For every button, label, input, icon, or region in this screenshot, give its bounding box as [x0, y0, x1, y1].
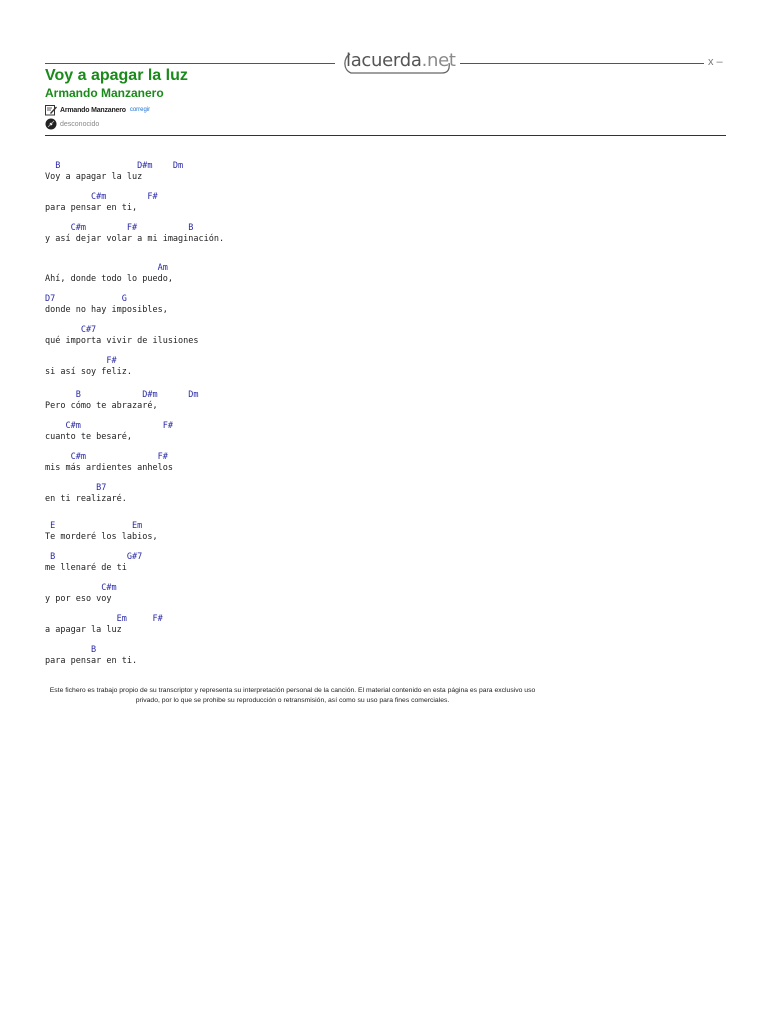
lyric-line: donde no hay imposibles, — [45, 305, 168, 315]
lyric-line: Pero cómo te abrazaré, — [45, 401, 158, 411]
chord-line[interactable]: C#m — [45, 583, 117, 593]
lyric-line: Ahí, donde todo lo puedo, — [45, 274, 173, 284]
lyric-line: para pensar en ti, — [45, 203, 138, 213]
chord-line[interactable]: F# — [45, 356, 117, 366]
verse-1 — [45, 161, 705, 245]
lyric-line: en ti realizaré. — [45, 494, 127, 504]
verse-4 — [45, 521, 705, 667]
chord-line[interactable]: C#m F# B — [45, 223, 194, 233]
chord-line[interactable]: B D#m Dm — [45, 161, 184, 171]
chord-line[interactable]: E Em — [45, 521, 143, 531]
chord-line[interactable]: C#m F# — [45, 452, 168, 462]
chord-line[interactable]: D7 G — [45, 294, 127, 304]
chord-line[interactable]: C#m F# — [45, 421, 173, 431]
album-name: desconocido — [60, 120, 100, 128]
verse-3 — [45, 390, 705, 505]
pencil-icon — [45, 104, 57, 116]
lyric-line: para pensar en ti. — [45, 656, 138, 666]
lyric-line: a apagar la luz — [45, 625, 122, 635]
chord-line[interactable]: B7 — [45, 483, 107, 493]
site-logo[interactable] — [342, 47, 454, 77]
chord-line[interactable]: B — [45, 645, 97, 655]
song-title: Voy a apagar la luz — [45, 67, 188, 84]
lyric-line: Voy a apagar la luz — [45, 172, 143, 182]
header-divider — [45, 135, 726, 136]
chord-line[interactable]: B G#7 — [45, 552, 143, 562]
copyright-notice: Este fichero es trabajo propio de su transcriptor y representa su interpretación personal de la canción. El material contenido en esta página es para exclusivo uso privado, por lo que se prohibe su reproducción o retransmisión, así como su uso para fines comerciales. — [49, 687, 536, 704]
disc-icon — [45, 118, 57, 130]
author-name[interactable]: Armando Manzanero — [60, 106, 126, 114]
logo-text: lacuerda.net — [346, 50, 456, 71]
chord-line[interactable]: B D#m Dm — [45, 390, 199, 400]
lyrics-body — [45, 161, 705, 667]
lyric-line: me llenaré de ti — [45, 563, 127, 573]
lyric-line: qué importa vivir de ilusiones — [45, 336, 199, 346]
chord-line[interactable]: C#7 — [45, 325, 97, 335]
lyric-line: y así dejar volar a mi imaginación. — [45, 234, 225, 244]
header-line-left — [45, 63, 335, 64]
close-control[interactable]: x – — [708, 56, 723, 68]
lyric-line: mis más ardientes anhelos — [45, 463, 173, 473]
lyric-line: cuanto te besaré, — [45, 432, 132, 442]
chord-line[interactable]: Am — [45, 263, 168, 273]
lyric-line: si así soy feliz. — [45, 367, 132, 377]
album-row — [45, 118, 99, 130]
header-line-right — [460, 63, 704, 64]
artist-link[interactable]: Armando Manzanero — [45, 86, 164, 100]
verse-2 — [45, 263, 705, 378]
chord-line[interactable]: Em F# — [45, 614, 163, 624]
author-row — [45, 104, 150, 116]
lyric-line: y por eso voy — [45, 594, 112, 604]
chord-line[interactable]: C#m F# — [45, 192, 158, 202]
lyric-line: Te morderé los labios, — [45, 532, 158, 542]
corregir-link[interactable]: corregir — [129, 107, 151, 113]
